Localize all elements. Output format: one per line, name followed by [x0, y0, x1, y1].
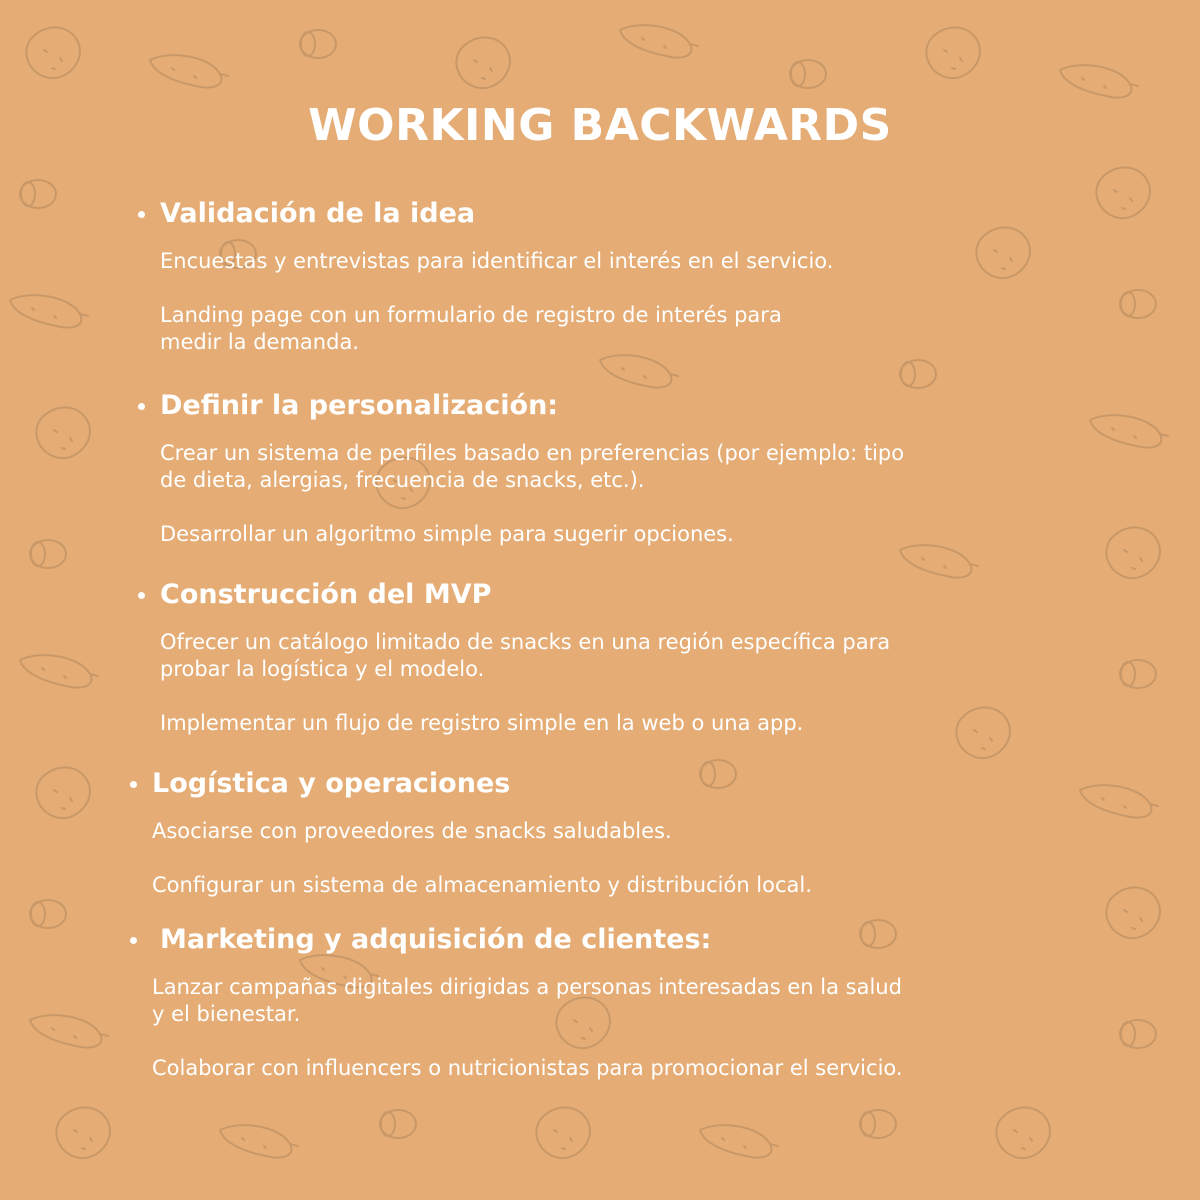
page-title: WORKING BACKWARDS: [308, 100, 892, 151]
section-heading: Logística y operaciones: [152, 768, 511, 799]
section-heading: Marketing y adquisición de clientes:: [160, 924, 712, 955]
section-item: Configurar un sistema de almacenamiento y distribución local.: [152, 873, 812, 897]
bullet-icon: [138, 211, 145, 218]
section-item: Implementar un flujo de registro simple en la web o una app.: [160, 711, 804, 735]
section-mvp: [160, 577, 1120, 747]
bullet-icon: [138, 592, 145, 599]
section-item: Desarrollar un algoritmo simple para sugerir opciones.: [160, 522, 734, 546]
section-logistica: [152, 766, 1112, 906]
section-item: Lanzar campañas digitales dirigidas a personas interesadas en la salud y el bienestar.: [152, 975, 902, 1026]
section-item: Encuestas y entrevistas para identificar el interés en el servicio.: [160, 249, 834, 273]
section-item: Landing page con un formulario de registro de interés para medir la demanda.: [160, 303, 782, 354]
section-personalizacion: [160, 388, 1120, 558]
section-heading: Validación de la idea: [160, 198, 476, 229]
section-item: Ofrecer un catálogo limitado de snacks en una región específica para probar la logística y el modelo.: [160, 630, 891, 681]
section-marketing: [152, 922, 1112, 1092]
section-item: Crear un sistema de perfiles basado en preferencias (por ejemplo: tipo de dieta, alergias, frecuencia de snacks, etc.).: [160, 441, 905, 492]
section-heading: Definir la personalización:: [160, 390, 559, 421]
section-heading: Construcción del MVP: [160, 579, 492, 610]
bullet-icon: [130, 937, 137, 944]
section-item: Colaborar con influencers o nutricionistas para promocionar el servicio.: [152, 1056, 903, 1080]
section-item: Asociarse con proveedores de snacks saludables.: [152, 819, 672, 843]
bullet-icon: [130, 781, 137, 788]
bullet-icon: [138, 403, 145, 410]
section-validacion: [160, 196, 1120, 366]
